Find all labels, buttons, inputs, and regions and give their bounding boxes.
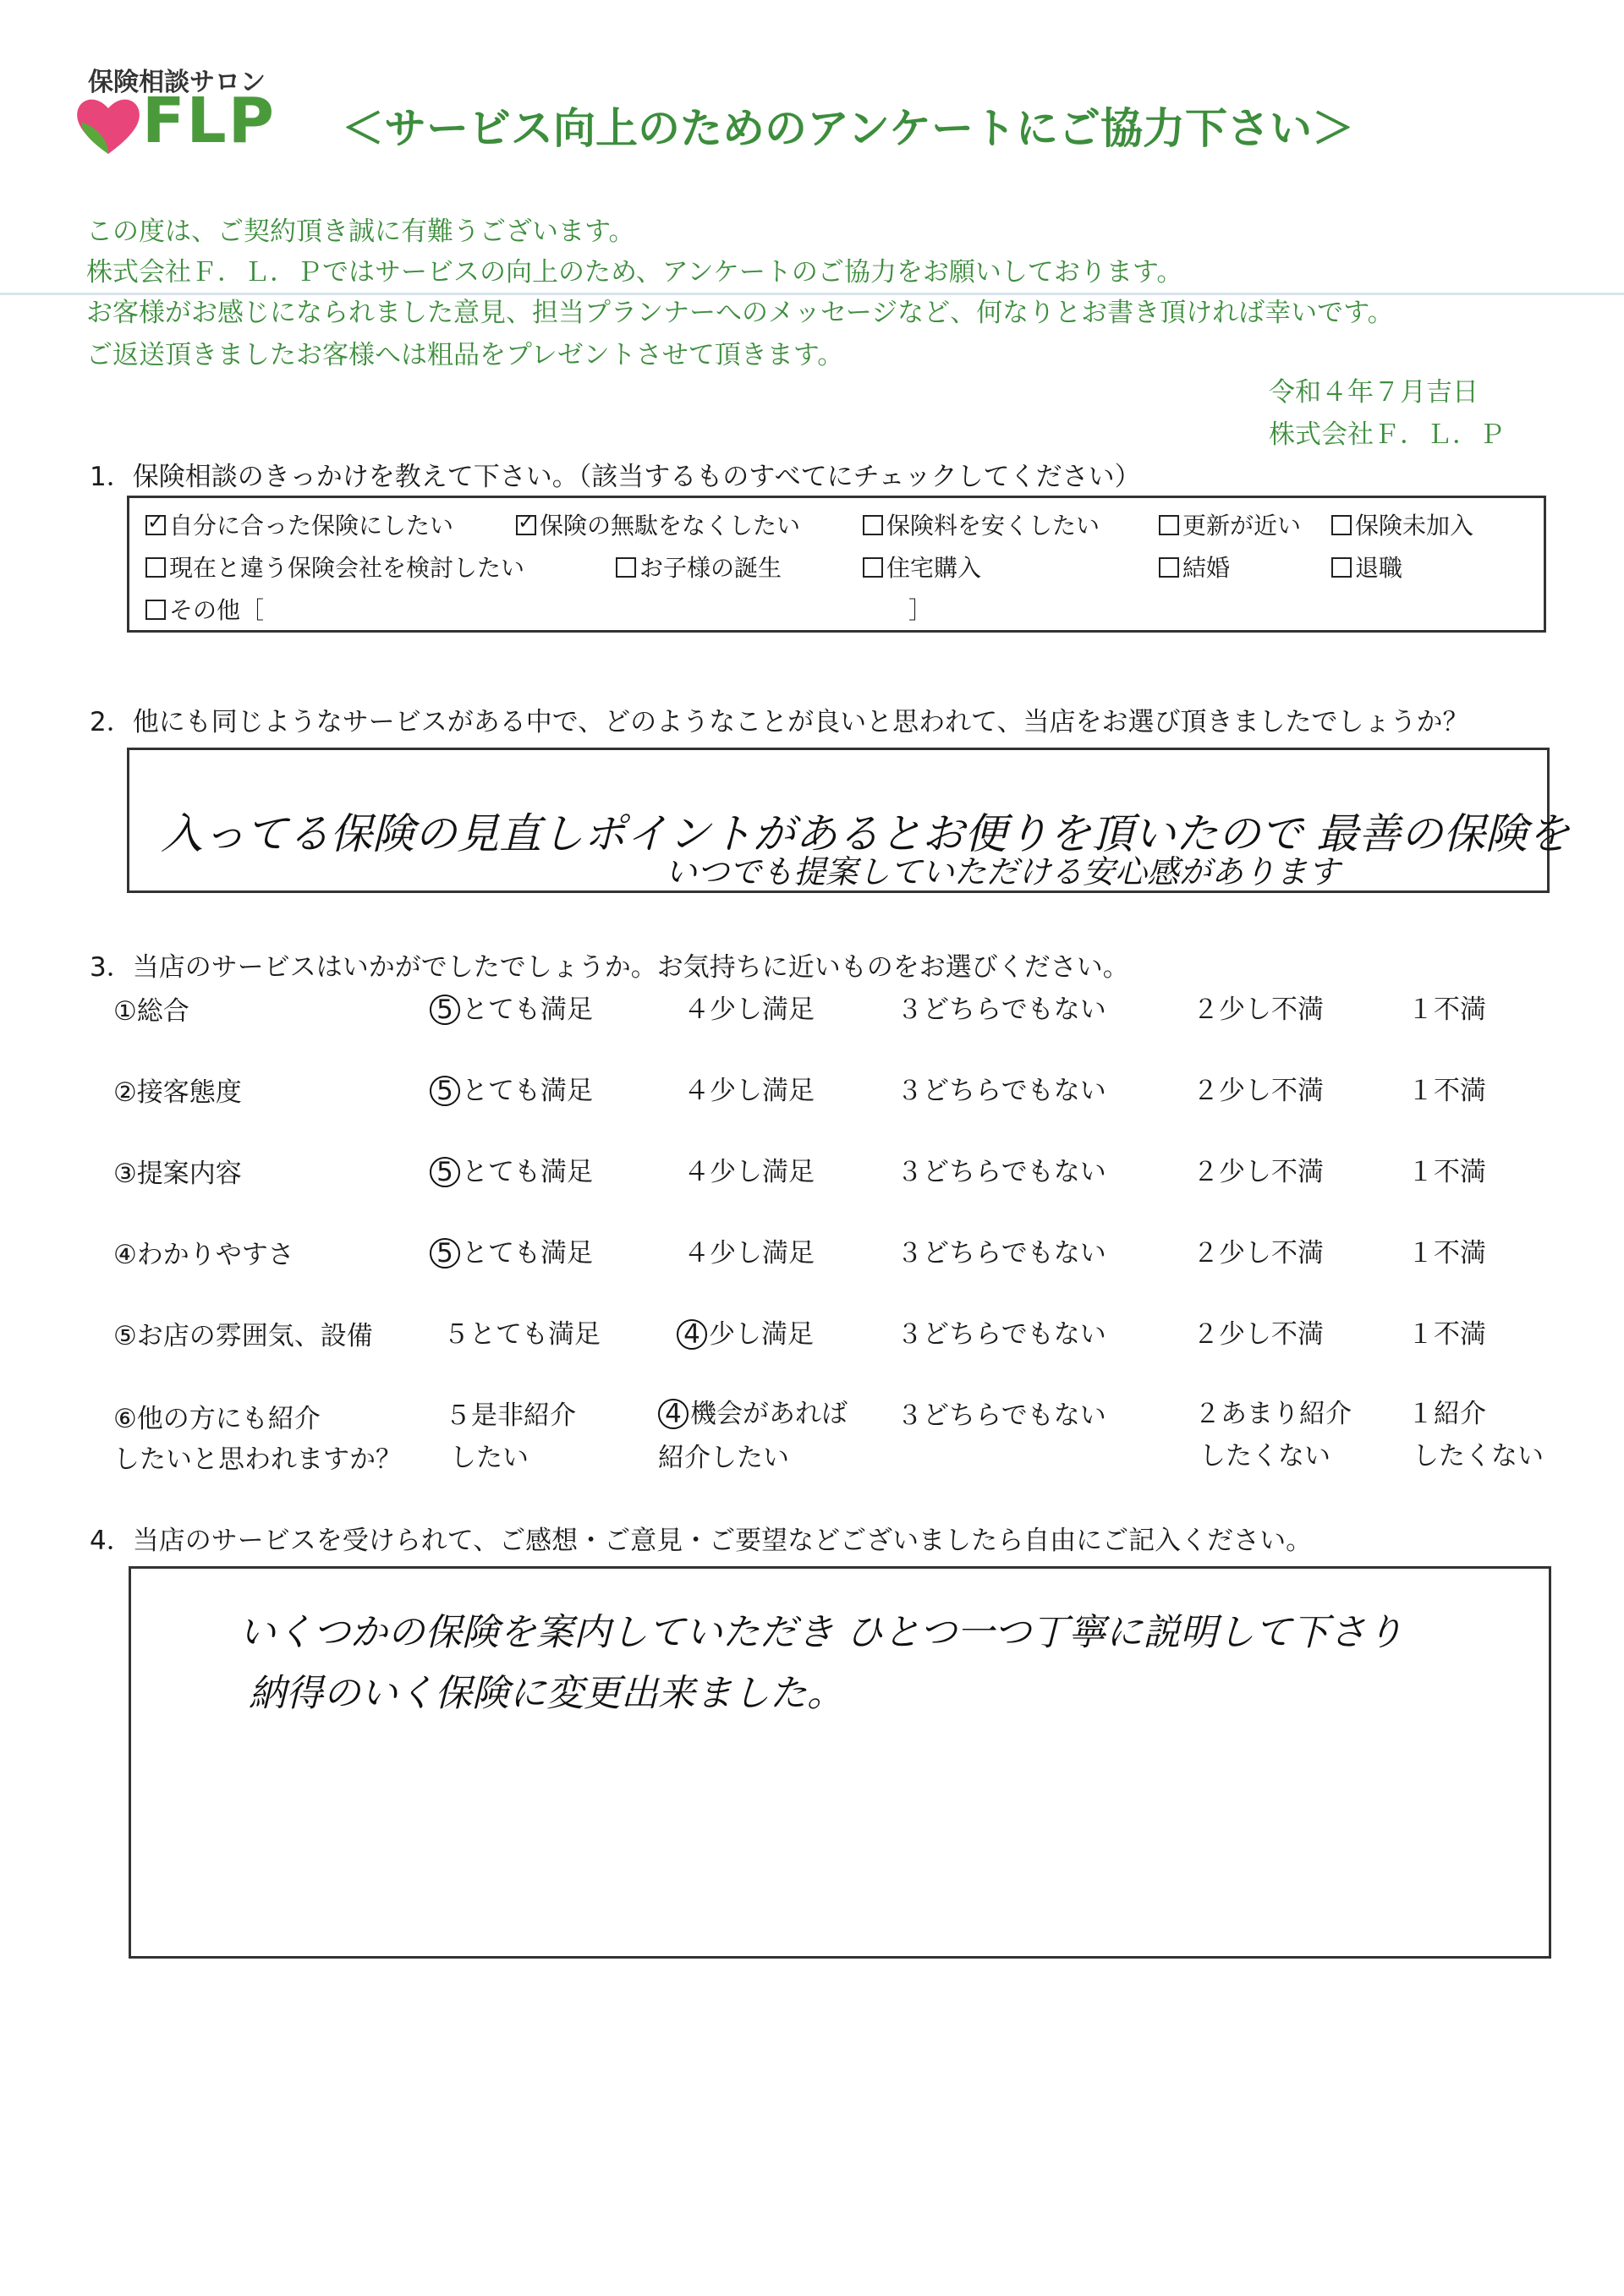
rating-choice-selected[interactable]: 4 少し満足 <box>677 1312 814 1351</box>
checkbox-icon[interactable] <box>863 515 883 535</box>
checkbox-icon[interactable] <box>863 557 883 578</box>
page-title: ＜サービス向上のためのアンケートにご協力下さい＞ <box>342 104 1354 153</box>
rating-choice[interactable]: ４少し満足 <box>683 995 815 1025</box>
rating-row-label: ①総合 <box>113 996 189 1027</box>
rating-choice-selected[interactable]: 5 とても満足 <box>430 1231 593 1269</box>
rating-choice[interactable]: １不満 <box>1407 1076 1486 1106</box>
circle-mark-icon: 5 <box>430 995 460 1025</box>
rating-choice[interactable]: ４少し満足 <box>683 1157 815 1187</box>
q1-option[interactable]: 退職 <box>1331 550 1402 584</box>
q1-option[interactable]: 更新が近い <box>1159 507 1301 541</box>
rating-choice[interactable]: １不満 <box>1407 995 1486 1025</box>
checkbox-icon[interactable] <box>1331 557 1352 578</box>
q1-option[interactable]: 結婚 <box>1159 550 1230 584</box>
question-4: 4．当店のサービスを受けられて、ご感想・ご意見・ご要望などございましたら自由にご記入ください。 <box>90 1526 1313 1556</box>
rating-choice-selected[interactable]: 5 とても満足 <box>430 988 593 1026</box>
q1-option[interactable]: 住宅購入 <box>863 550 981 584</box>
rating-choice-line2: したくない <box>1199 1441 1330 1471</box>
company-name: 株式会社Ｆ．Ｌ．Ｐ <box>1269 419 1505 450</box>
checkbox-icon[interactable] <box>145 557 166 578</box>
rating-row-label: ④わかりやすさ <box>113 1240 294 1270</box>
rating-choice[interactable]: ２少し不満 <box>1193 995 1324 1025</box>
logo-subtitle: 保険相談サロン <box>88 68 266 97</box>
circle-mark-icon: 4 <box>677 1319 707 1350</box>
date: 令和４年７月吉日 <box>1269 377 1479 408</box>
rating-choice[interactable]: １紹介 <box>1407 1399 1486 1429</box>
rating-choice[interactable]: ５とても満足 <box>443 1319 601 1350</box>
checkbox-icon[interactable] <box>1331 515 1352 535</box>
rating-choice[interactable]: ３どちらでもない <box>897 1076 1106 1106</box>
intro-line: お客様がお感じになられました意見、担当プランナーへのメッセージなど、何なりとお書き頂ければ幸いです。 <box>86 298 1394 328</box>
question-3: 3．当店のサービスはいかがでしたでしょうか。お気持ちに近いものをお選びください。 <box>90 952 1129 983</box>
q1-option[interactable]: お子様の誕生 <box>616 550 782 584</box>
rating-choice-line2: したい <box>450 1443 529 1473</box>
checkbox-icon[interactable] <box>145 600 166 620</box>
q1-option[interactable]: 保険未加入 <box>1331 507 1473 541</box>
rating-choice[interactable]: ３どちらでもない <box>897 1157 1106 1187</box>
checkbox-icon[interactable] <box>616 557 636 578</box>
rating-row-label: ⑥他の方にも紹介 <box>113 1404 321 1434</box>
checkbox-icon[interactable] <box>1159 515 1179 535</box>
intro-line: ご返送頂きましたお客様へは粗品をプレゼントさせて頂きます。 <box>86 340 844 370</box>
rating-choice[interactable]: ２少し不満 <box>1193 1319 1324 1350</box>
rating-choice[interactable]: ４少し満足 <box>683 1238 815 1269</box>
circle-mark-icon: 5 <box>430 1238 460 1269</box>
handwritten-answer: 納得のいく保険に変更出来ました。 <box>249 1672 844 1715</box>
q1-other-close: ］ <box>908 596 933 624</box>
q1-option[interactable]: ✓ 保険の無駄をなくしたい <box>516 507 800 541</box>
circle-mark-icon: 5 <box>430 1157 460 1187</box>
rating-choice[interactable]: １不満 <box>1407 1157 1486 1187</box>
rating-choice[interactable]: ２少し不満 <box>1193 1076 1324 1106</box>
rating-choice[interactable]: ４少し満足 <box>683 1076 815 1106</box>
checkbox-icon[interactable] <box>1159 557 1179 578</box>
rating-choice[interactable]: ２少し不満 <box>1193 1238 1324 1269</box>
rating-row-label: したいと思われますか？ <box>113 1444 402 1475</box>
rating-choice[interactable]: ３どちらでもない <box>897 1400 1106 1431</box>
circle-mark-icon: 5 <box>430 1076 460 1106</box>
rating-choice[interactable]: ２少し不満 <box>1193 1157 1324 1187</box>
question-2: 2．他にも同じようなサービスがある中で、どのようなことが良いと思われて、当店をお選び頂きましたでしょうか？ <box>90 707 1469 737</box>
rating-row-label: ③提案内容 <box>113 1159 242 1189</box>
question-1: 1．保険相談のきっかけを教えて下さい。（該当するものすべてにチェックしてください） <box>90 462 1141 492</box>
rating-choice[interactable]: ５是非紹介 <box>445 1400 576 1431</box>
rating-choice-line2: 紹介したい <box>658 1443 789 1473</box>
rating-choice[interactable]: ３どちらでもない <box>897 1319 1106 1350</box>
rating-choice-line2: したくない <box>1413 1441 1544 1471</box>
rating-choice-selected[interactable]: 4 機会があれば <box>658 1392 848 1430</box>
rating-choice-selected[interactable]: 5 とても満足 <box>430 1069 593 1107</box>
rating-choice[interactable]: １不満 <box>1407 1319 1486 1350</box>
intro-line: 株式会社Ｆ．Ｌ．Ｐではサービスの向上のため、アンケートのご協力をお願いしております。 <box>86 257 1183 288</box>
rating-choice[interactable]: ３どちらでもない <box>897 995 1106 1025</box>
circle-mark-icon: 4 <box>658 1399 689 1429</box>
intro-line: この度は、ご契約頂き誠に有難うございます。 <box>86 216 635 247</box>
handwritten-answer: いつでも提案していただける安心感があります <box>665 853 1341 890</box>
rating-row-label: ②接客態度 <box>113 1077 242 1108</box>
q1-option[interactable]: 現在と違う保険会社を検討したい <box>145 550 524 584</box>
rating-row-label: ⑤お店の雰囲気、設備 <box>113 1321 373 1351</box>
rating-choice[interactable]: １不満 <box>1407 1238 1486 1269</box>
logo-text: FLP <box>142 85 276 157</box>
checkbox-checked-icon[interactable] <box>145 515 166 535</box>
q1-option[interactable]: ✓自分に合った保険にしたい <box>145 507 453 541</box>
rating-choice[interactable]: ３どちらでもない <box>897 1238 1106 1269</box>
checkbox-checked-icon[interactable] <box>516 515 536 535</box>
heart-logo-icon <box>74 95 142 156</box>
handwritten-answer: 入ってる保険の見直しポイントがあるとお便りを頂いたので 最善の保険を <box>161 809 1570 858</box>
q1-option[interactable]: 保険料を安くしたい <box>863 507 1100 541</box>
q1-option-other[interactable]: その他［ <box>145 592 264 626</box>
rating-choice-selected[interactable]: 5 とても満足 <box>430 1150 593 1188</box>
handwritten-answer: いくつかの保険を案内していただき ひとつ一つ丁寧に説明して下さり <box>239 1611 1404 1654</box>
rating-choice[interactable]: ２あまり紹介 <box>1194 1399 1352 1429</box>
